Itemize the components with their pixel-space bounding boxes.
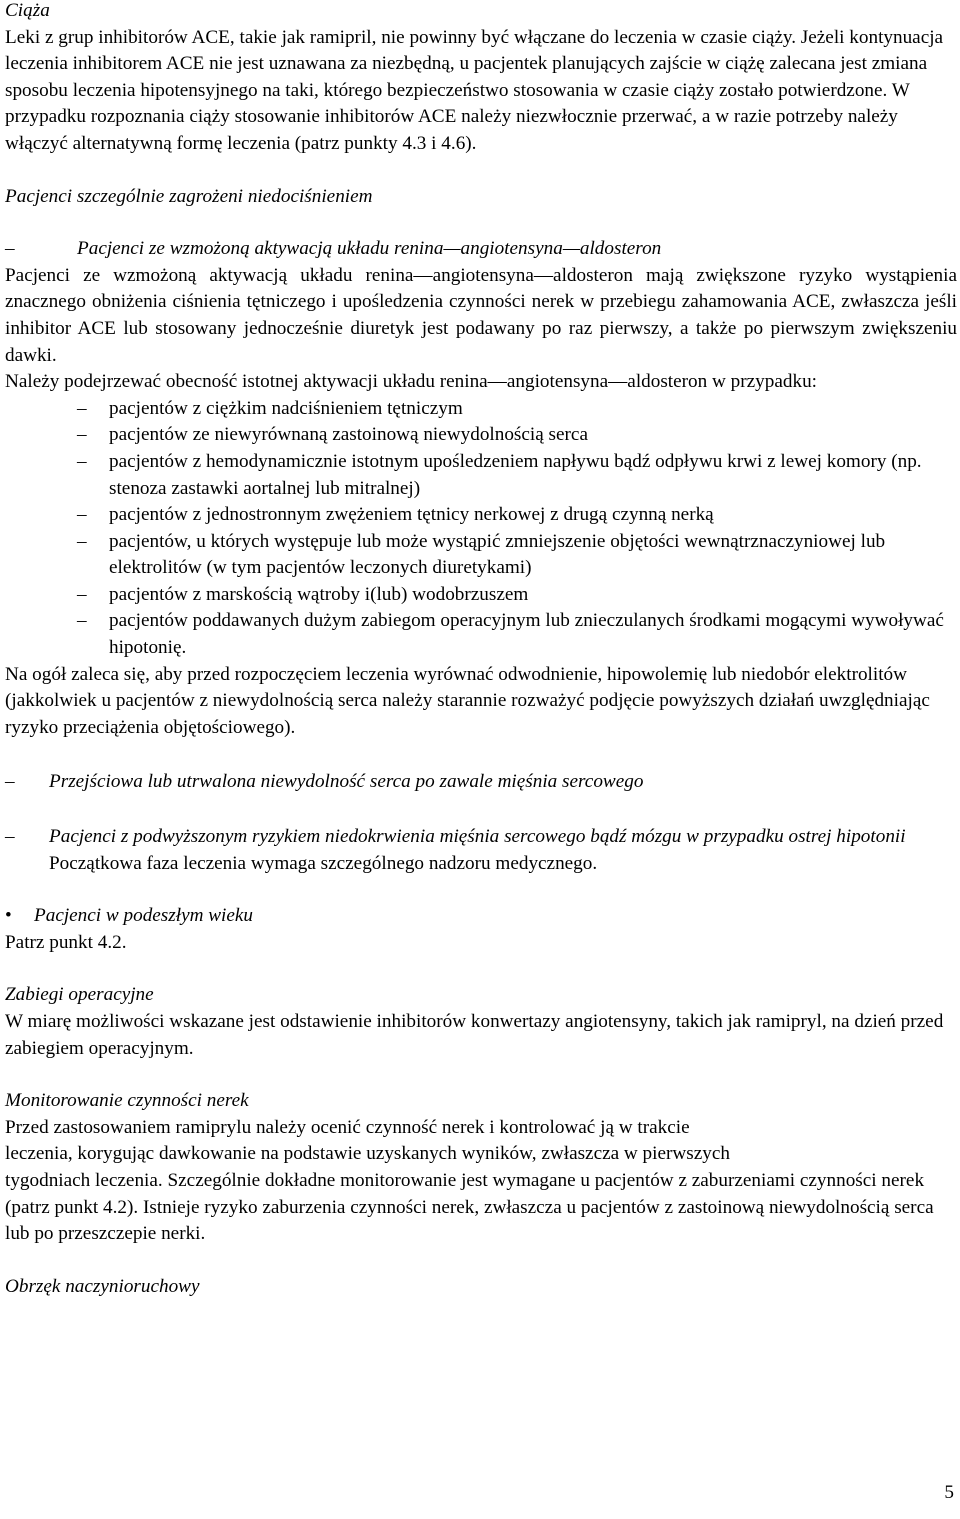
dash-marker: –	[77, 504, 87, 526]
list-item	[5, 422, 957, 449]
ischemia-note: Początkowa faza leczenia wymaga szczególnego nadzoru medycznego.	[49, 852, 598, 874]
suspect-list	[5, 396, 957, 662]
pregnancy-paragraph: Leki z grup inhibitorów ACE, takie jak ramipril, nie powinny być włączane do leczenia w czasie ciąży. Jeżeli kontynuacja leczenia inhibitorem ACE nie jest uznawana za niezbędną, u pacjentek planujących zajście w ciążę zalecana jest zmiana sposobu leczenia hipotensyjnego na taki, którego bezpieczeństwo stosowania w czasie ciąży zostało potwierdzone. W przypadku rozpoznania ciąży stosowanie inhibitorów ACE należy niezwłocznie przerwać, a w razie potrzeby należy włączyć alternatywną formę leczenia (patrz punkty 4.3 i 4.6).	[5, 26, 944, 154]
list-item	[5, 396, 957, 423]
section-heading-angioedema: Obrzęk naczynioruchowy	[5, 1275, 200, 1297]
ischemia-list-item	[5, 824, 957, 851]
raas-item-label: Pacjenci ze wzmożoną aktywacją układu renina—angiotensyna—aldosteron	[77, 238, 662, 260]
raas-paragraph: Pacjenci ze wzmożoną aktywacją układu renina—angiotensyna—aldosteron mają zwiększone ryzyko wystąpienia znacznego obniżenia ciśnienia tętniczego i upośledzenia czynności nerek w przebiegu zahamowania ACE, zwłaszcza jeśli inhibitor ACE lub stosowany jednocześnie diuretyk jest podawany po raz pierwszy, a także po pierwszym zwiększeniu dawki.	[5, 264, 957, 366]
surgery-paragraph: W miarę możliwości wskazane jest odstawienie inhibitorów konwertazy angiotensyny, takich jak ramipryl, na dzień przed zabiegiem operacyjnym.	[5, 1011, 944, 1059]
renal-paragraph: tygodniach leczenia. Szczególnie dokładne monitorowanie jest wymagane u pacjentów z zaburzeniami czynności nerek (patrz punkt 4.2). Istnieje ryzyko zaburzenia czynności nerek, zwłaszcza u pacjentów z zastoinową niewydolnością serca lub po przeszczepie nerki.	[5, 1169, 934, 1245]
renal-line-1: Przed zastosowaniem ramiprylu należy ocenić czynność nerek i kontrolować ją w trakcie	[5, 1116, 690, 1138]
list-item	[5, 582, 957, 609]
dash-marker: –	[5, 771, 15, 793]
dash-marker: –	[77, 610, 87, 632]
section-heading-renal-monitoring: Monitorowanie czynności nerek	[5, 1090, 249, 1112]
section-heading-hypotension-risk: Pacjenci szczególnie zagrożeni niedociśnieniem	[5, 185, 373, 207]
list-item	[5, 502, 957, 529]
mi-list-item	[5, 769, 957, 796]
renal-line-2: leczenia, korygując dawkowanie na podstawie uzyskanych wyników, zwłaszcza w pierwszych	[5, 1143, 730, 1165]
general-advice-paragraph: Na ogół zaleca się, aby przed rozpoczęciem leczenia wyrównać odwodnienie, hipowolemię lub niedobór elektrolitów (jakkolwiek u pacjentów z niewydolnością serca należy starannie rozważyć podjęcie powyższych działań uwzględniając ryzyko przeciążenia objętościowego).	[5, 663, 930, 738]
section-heading-elderly: Pacjenci w podeszłym wieku	[34, 905, 253, 927]
dash-marker: –	[77, 530, 87, 552]
elderly-bullet-item	[5, 903, 957, 930]
list-item-text: pacjentów z hemodynamicznie istotnym upośledzeniem napływu bądź odpływu krwi z lewej komory (np. stenoza zastawki aortalnej lub mitralnej)	[109, 450, 922, 499]
list-item-text: pacjentów z jednostronnym zwężeniem tętnicy nerkowej z drugą czynną nerką	[109, 504, 714, 526]
dash-marker: –	[77, 583, 87, 605]
mi-item-label: Przejściowa lub utrwalona niewydolność serca po zawale mięśnia sercowego	[49, 771, 644, 793]
dash-marker: –	[5, 238, 15, 260]
list-item-text: pacjentów z marskością wątroby i(lub) wodobrzuszem	[109, 583, 529, 605]
list-item	[5, 449, 957, 502]
section-heading-pregnancy: Ciąża	[5, 0, 50, 21]
section-heading-surgery: Zabiegi operacyjne	[5, 984, 154, 1006]
dash-marker: –	[5, 826, 15, 848]
raas-list-item	[5, 236, 957, 263]
list-item-text: pacjentów ze niewyrównaną zastoinową niewydolnością serca	[109, 424, 588, 446]
list-item	[5, 529, 957, 582]
dash-marker: –	[77, 450, 87, 472]
raas-suspect-intro: Należy podejrzewać obecność istotnej aktywacji układu renina—angiotensyna—aldosteron w przypadku:	[5, 371, 817, 393]
page-number: 5	[944, 1482, 954, 1503]
list-item	[5, 608, 957, 661]
dash-marker: –	[77, 424, 87, 446]
ischemia-item-label: Pacjenci z podwyższonym ryzykiem niedokrwienia mięśnia sercowego bądź mózgu w przypadku ostrej hipotonii	[49, 826, 906, 848]
list-item-text: pacjentów poddawanych dużym zabiegom operacyjnym lub znieczulanych środkami mogącymi wywoływać hipotonię.	[109, 610, 944, 659]
list-item-text: pacjentów, u których występuje lub może wystąpić zmniejszenie objętości wewnątrznaczyniowej lub elektrolitów (w tym pacjentów leczonych diuretykami)	[109, 530, 886, 579]
bullet-marker: •	[5, 905, 12, 927]
elderly-paragraph: Patrz punkt 4.2.	[5, 931, 127, 953]
dash-marker: –	[77, 397, 87, 419]
document-page	[5, 0, 957, 1300]
list-item-text: pacjentów z ciężkim nadciśnieniem tętniczym	[109, 397, 463, 419]
